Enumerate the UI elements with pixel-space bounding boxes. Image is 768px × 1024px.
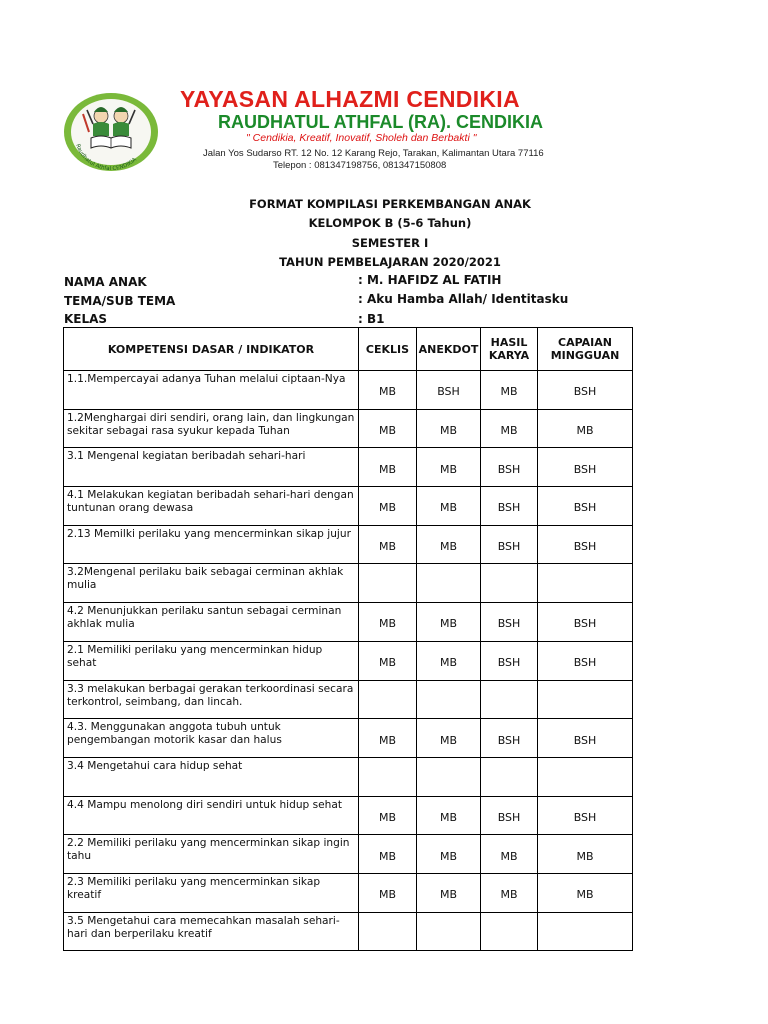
capaian-cell <box>538 680 633 719</box>
capaian-cell <box>538 757 633 796</box>
ceklis-cell: MB <box>359 525 417 564</box>
hasil-karya-cell: MB <box>481 409 538 448</box>
anekdot-cell <box>417 912 481 951</box>
anekdot-cell: MB <box>417 873 481 912</box>
hasil-karya-cell <box>481 680 538 719</box>
table-row <box>64 757 633 796</box>
logo-ring-text: Raudhatul Athfal CENDIKIA <box>74 143 138 172</box>
table-row <box>64 796 633 835</box>
ceklis-cell: MB <box>359 796 417 835</box>
capaian-cell: BSH <box>538 719 633 758</box>
org-name: YAYASAN ALHAZMI CENDIKIA <box>180 86 520 112</box>
indicator-cell: 4.1 Melakukan kegiatan beribadah sehari-hari dengan tuntunan orang dewasa <box>64 487 359 526</box>
indicator-cell: 4.3. Menggunakan anggota tubuh untuk pengembangan motorik kasar dan halus <box>64 719 359 758</box>
class-value: : B1 <box>358 312 385 326</box>
ceklis-cell: MB <box>359 835 417 874</box>
capaian-cell: MB <box>538 873 633 912</box>
class-label: KELAS <box>64 312 108 326</box>
doc-title-line3: SEMESTER I <box>351 236 429 250</box>
indicator-cell: 2.3 Memiliki perilaku yang mencerminkan sikap kreatif <box>64 873 359 912</box>
assessment-table <box>63 327 633 951</box>
indicator-cell: 3.4 Mengetahui cara hidup sehat <box>64 757 359 796</box>
anekdot-cell: MB <box>417 603 481 642</box>
table-row <box>64 680 633 719</box>
indicator-cell: 1.2Menghargai diri sendiri, orang lain, dan lingkungan sekitar sebagai rasa syukur kepada Tuhan <box>64 409 359 448</box>
indicator-cell: 2.2 Memiliki perilaku yang mencerminkan sikap ingin tahu <box>64 835 359 874</box>
hasil-karya-cell: BSH <box>481 448 538 487</box>
hasil-karya-cell: BSH <box>481 603 538 642</box>
theme-value: : Aku Hamba Allah/ Identitasku <box>358 292 569 306</box>
hasil-karya-cell: BSH <box>481 641 538 680</box>
hasil-karya-cell: MB <box>481 371 538 410</box>
anekdot-cell: MB <box>417 487 481 526</box>
ceklis-cell: MB <box>359 409 417 448</box>
anekdot-cell: MB <box>417 796 481 835</box>
indicator-cell: 3.1 Mengenal kegiatan beribadah sehari-hari <box>64 448 359 487</box>
table-row <box>64 603 633 642</box>
capaian-cell: BSH <box>538 525 633 564</box>
ceklis-cell <box>359 680 417 719</box>
indicator-cell: 3.2Mengenal perilaku baik sebagai cerminan akhlak mulia <box>64 564 359 603</box>
capaian-cell: MB <box>538 409 633 448</box>
ceklis-cell: MB <box>359 719 417 758</box>
hasil-karya-cell <box>481 564 538 603</box>
table-row <box>64 564 633 603</box>
header-indicator: KOMPETENSI DASAR / INDIKATOR <box>64 328 359 371</box>
table-row <box>64 409 633 448</box>
anekdot-cell: BSH <box>417 371 481 410</box>
theme-label: TEMA/SUB TEMA <box>64 294 176 308</box>
ceklis-cell: MB <box>359 641 417 680</box>
name-value: : M. HAFIDZ AL FATIH <box>358 273 502 287</box>
hasil-karya-cell: MB <box>481 873 538 912</box>
capaian-cell: BSH <box>538 371 633 410</box>
school-phone: Telepon : 081347198756, 081347150808 <box>273 160 447 171</box>
anekdot-cell: MB <box>417 448 481 487</box>
indicator-cell: 3.5 Mengetahui cara memecahkan masalah sehari-hari dan berperilaku kreatif <box>64 912 359 951</box>
name-label: NAMA ANAK <box>64 275 147 289</box>
table-row <box>64 719 633 758</box>
table-row <box>64 487 633 526</box>
indicator-cell: 2.13 Memilki perilaku yang mencerminkan sikap jujur <box>64 525 359 564</box>
hasil-karya-cell: BSH <box>481 525 538 564</box>
table-row <box>64 912 633 951</box>
indicator-cell: 2.1 Memiliki perilaku yang mencerminkan hidup sehat <box>64 641 359 680</box>
anekdot-cell <box>417 757 481 796</box>
hasil-karya-cell <box>481 912 538 951</box>
anekdot-cell: MB <box>417 409 481 448</box>
hasil-karya-cell: MB <box>481 835 538 874</box>
school-tagline: " Cendikia, Kreatif, Inovatif, Sholeh dan Berbakti " <box>246 132 477 144</box>
table-row <box>64 525 633 564</box>
ceklis-cell <box>359 757 417 796</box>
capaian-cell: BSH <box>538 603 633 642</box>
indicator-cell: 4.4 Mampu menolong diri sendiri untuk hidup sehat <box>64 796 359 835</box>
capaian-cell: MB <box>538 835 633 874</box>
anekdot-cell: MB <box>417 525 481 564</box>
capaian-cell: BSH <box>538 641 633 680</box>
hasil-karya-cell: BSH <box>481 487 538 526</box>
table-header-row <box>64 328 633 371</box>
indicator-cell: 4.2 Menunjukkan perilaku santun sebagai cerminan akhlak mulia <box>64 603 359 642</box>
anekdot-cell: MB <box>417 835 481 874</box>
doc-title-line4: TAHUN PEMBELAJARAN 2020/2021 <box>279 255 501 269</box>
capaian-cell: BSH <box>538 487 633 526</box>
anekdot-cell: MB <box>417 719 481 758</box>
ceklis-cell <box>359 912 417 951</box>
table-row <box>64 641 633 680</box>
table-row <box>64 873 633 912</box>
table-row <box>64 371 633 410</box>
ceklis-cell: MB <box>359 448 417 487</box>
header-anekdot: ANEKDOT <box>417 328 481 371</box>
ceklis-cell <box>359 564 417 603</box>
capaian-cell: BSH <box>538 448 633 487</box>
hasil-karya-cell <box>481 757 538 796</box>
ceklis-cell: MB <box>359 603 417 642</box>
table-row <box>64 835 633 874</box>
capaian-cell: BSH <box>538 796 633 835</box>
hasil-karya-cell: BSH <box>481 719 538 758</box>
ceklis-cell: MB <box>359 873 417 912</box>
capaian-cell <box>538 912 633 951</box>
indicator-cell: 1.1.Mempercayai adanya Tuhan melalui ciptaan-Nya <box>64 371 359 410</box>
table-row <box>64 448 633 487</box>
school-address: Jalan Yos Sudarso RT. 12 No. 12 Karang Rejo, Tarakan, Kalimantan Utara 77116 <box>203 148 544 159</box>
hasil-karya-cell: BSH <box>481 796 538 835</box>
school-logo <box>63 92 159 172</box>
indicator-cell: 3.3 melakukan berbagai gerakan terkoordinasi secara terkontrol, seimbang, dan lincah. <box>64 680 359 719</box>
anekdot-cell <box>417 564 481 603</box>
doc-title-line2: KELOMPOK B (5-6 Tahun) <box>308 216 472 230</box>
school-name: RAUDHATUL ATHFAL (RA). CENDIKIA <box>218 112 543 132</box>
header-ceklis: CEKLIS <box>359 328 417 371</box>
anekdot-cell: MB <box>417 641 481 680</box>
header-capaian: CAPAIAN MINGGUAN <box>538 328 633 371</box>
doc-title-line1: FORMAT KOMPILASI PERKEMBANGAN ANAK <box>249 197 531 211</box>
capaian-cell <box>538 564 633 603</box>
anekdot-cell <box>417 680 481 719</box>
ceklis-cell: MB <box>359 371 417 410</box>
header-hasil-karya: HASIL KARYA <box>481 328 538 371</box>
ceklis-cell: MB <box>359 487 417 526</box>
